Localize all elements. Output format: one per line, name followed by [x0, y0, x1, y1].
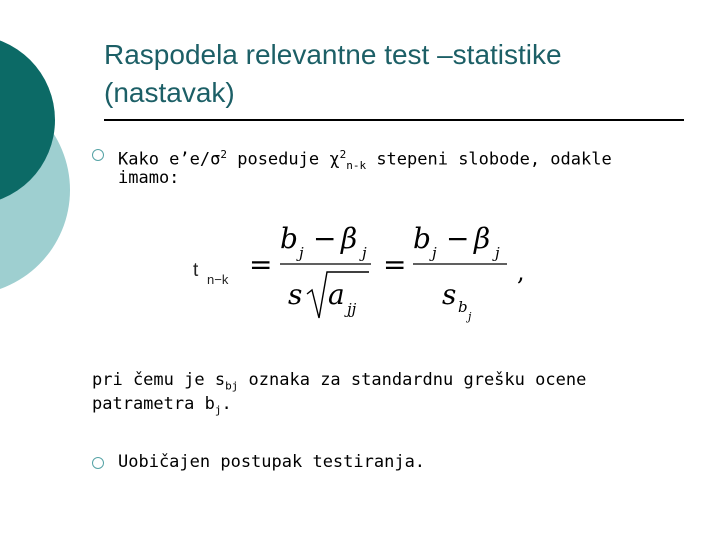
bullet1-text-a: Kako e’e/σ — [118, 149, 221, 170]
formula-num1-minus: − — [313, 222, 337, 255]
bullet-icon — [92, 457, 104, 469]
bullet1-line1 — [118, 143, 612, 177]
formula-den2-j: j — [468, 310, 472, 323]
formula-t: t — [193, 260, 199, 281]
formula-num2-b: b — [413, 222, 431, 255]
formula-num2-beta-j: j — [495, 244, 500, 262]
bullet1-line2: imamo: — [118, 168, 180, 188]
paragraph-sub-bj: bj — [225, 379, 239, 393]
title-line-1: Raspodela relevantne test –statistike — [104, 39, 562, 70]
bullet1-sup-b: 2 — [339, 148, 347, 161]
slide-title — [104, 36, 704, 112]
bullet1-text-c: stepeni slobode, odakle — [366, 149, 612, 170]
bullet2-text: Uobičajen postupak testiranja. — [118, 452, 426, 472]
formula-num1-b: b — [280, 222, 298, 255]
title-line-2: (nastavak) — [104, 77, 235, 108]
t-statistic-formula — [185, 210, 545, 330]
bullet1-sup-a: 2 — [220, 148, 227, 161]
bullet1-sub-b: n-k — [346, 159, 367, 173]
paragraph-text-a: pri čemu je s — [92, 370, 226, 390]
formula-den1-jj: jj — [347, 300, 357, 318]
formula-num2-beta: β — [474, 222, 491, 255]
formula-den2-s: s — [442, 278, 457, 311]
formula-num2-j: j — [432, 244, 437, 262]
formula-den1-s: s — [288, 278, 303, 311]
formula-den1-a: a — [328, 278, 345, 311]
paragraph-text-b: oznaka za standardnu grešku ocene — [238, 370, 587, 390]
formula-comma: , — [517, 258, 525, 286]
paragraph-text-d: . — [221, 394, 232, 414]
paragraph-sub-j: j — [214, 403, 222, 417]
paragraph-text-c: patrametra b — [92, 394, 215, 414]
formula-equals-2: = — [383, 248, 407, 281]
formula-den2-b: b — [458, 298, 468, 316]
formula-num1-beta-j: j — [362, 244, 367, 262]
formula-equals-1: = — [249, 248, 273, 281]
paragraph-line2 — [92, 393, 232, 421]
bullet1-text-b: poseduje χ — [226, 149, 340, 170]
decorative-circles — [0, 0, 90, 300]
formula-num1-j: j — [299, 244, 304, 262]
formula-num1-beta: β — [341, 222, 358, 255]
title-divider — [104, 119, 684, 121]
formula-t-sub: n−k — [207, 272, 229, 287]
bullet-icon — [92, 149, 104, 161]
formula-num2-minus: − — [446, 222, 470, 255]
